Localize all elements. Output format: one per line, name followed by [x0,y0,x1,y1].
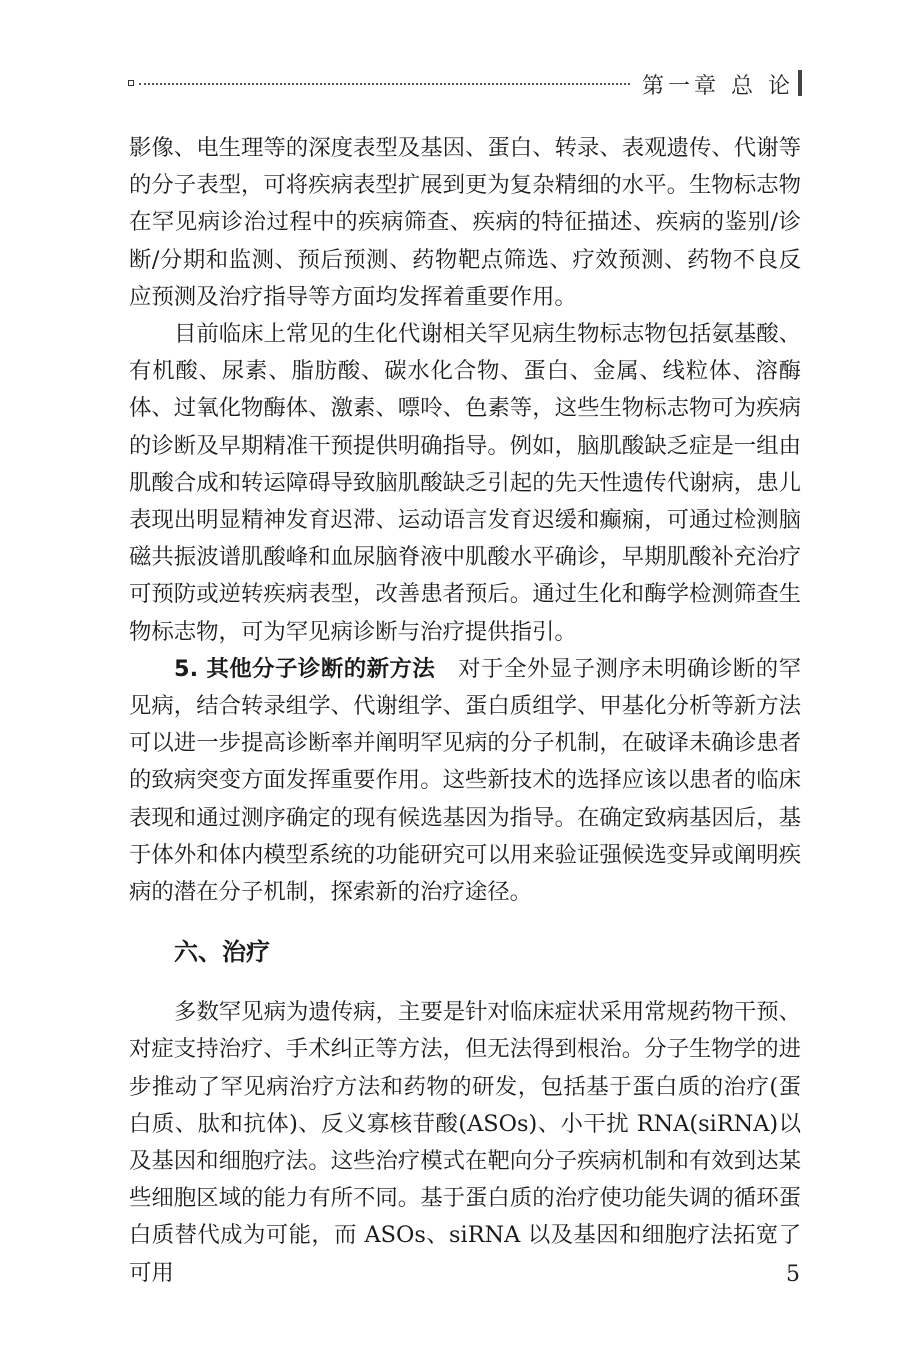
paragraph-new-molecular-methods [129,651,801,911]
paragraph-treatment: 多数罕见病为遗传病，主要是针对临床症状采用常规药物干预、对症支持治疗、手术纠正等方法，但无法得到根治。分子生物学的进步推动了罕见病治疗方法和药物的研发，包括基于蛋白质的治疗(蛋白质、肽和抗体)、反义寡核苷酸(ASOs)、小干扰 RNA(siRNA)以及基因和细胞疗法。这些治疗模式在靶向分子疾病机制和有效到达某些细胞区域的能力有所不同。基于蛋白质的治疗使功能失调的循环蛋白质替代成为可能，而 ASOs、siRNA 以及基因和细胞疗法拓宽了可用 [129,999,801,1286]
header-marker-icon [128,80,134,86]
header-bar-icon [798,70,802,96]
running-title: 第一章 总 论 [642,74,794,99]
paragraph-text: 对于全外显子测序未明确诊断的罕见病，结合转录组学、代谢组学、蛋白质组学、甲基化分析等新方法可以进一步提高诊断率并阐明罕见病的分子机制，在破译未确诊患者的致病突变方面发挥重要作用。这些新技术的选择应该以患者的临床表现和通过测序确定的现有候选基因为指导。在确定致病基因后，基于体外和体内模型系统的功能研究可以用来验证强候选变异或阐明疾病的潜在分子机制，探索新的治疗途径。 [129,655,802,906]
section-heading-treatment: 六、治疗 [174,938,270,967]
subsection-heading: 5. 其他分子诊断的新方法 [174,655,436,682]
header-dotted-rule [139,83,630,85]
running-header [128,68,808,100]
paragraph-biomarkers-intro: 影像、电生理等的深度表型及基因、蛋白、转录、表观遗传、代谢等的分子表型，可将疾病表型扩展到更为复杂精细的水平。生物标志物在罕见病诊治过程中的疾病筛查、疾病的特征描述、疾病的鉴别/诊断/分期和监测、预后预测、药物靶点筛选、疗效预测、药物不良反应预测及治疗指导等方面均发挥着重要作用。 [129,135,801,310]
page-number: 5 [786,1262,800,1287]
paragraph-biochemical-biomarkers: 目前临床上常见的生化代谢相关罕见病生物标志物包括氨基酸、有机酸、尿素、脂肪酸、碳水化合物、蛋白、金属、线粒体、溶酶体、过氧化物酶体、激素、嘌呤、色素等，这些生物标志物可为疾病的诊断及早期精准干预提供明确指导。例如，脑肌酸缺乏症是一组由肌酸合成和转运障碍导致脑肌酸缺乏引起的先天性遗传代谢病，患儿表现出明显精神发育迟滞、运动语言发育迟缓和癫痫，可通过检测脑磁共振波谱肌酸峰和血尿脑脊液中肌酸水平确诊，早期肌酸补充治疗可预防或逆转疾病表型，改善患者预后。通过生化和酶学检测筛查生物标志物，可为罕见病诊断与治疗提供指引。 [129,321,801,645]
page-body [129,130,801,1292]
